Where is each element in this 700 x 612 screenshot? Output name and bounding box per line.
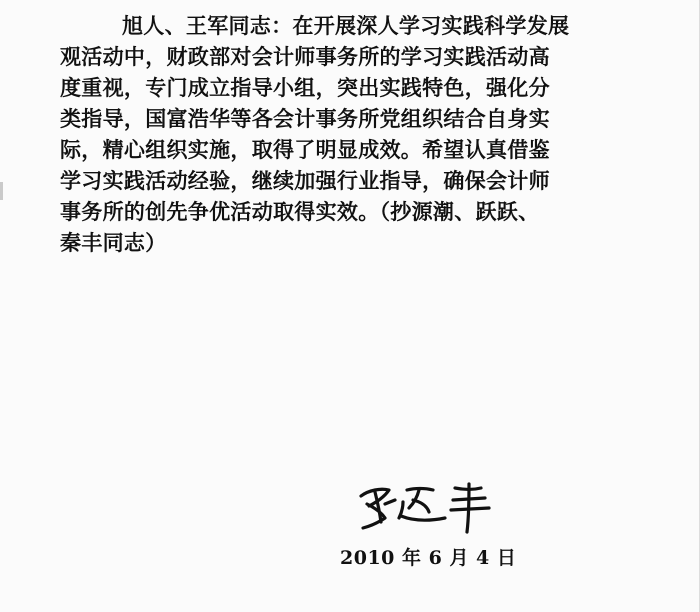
letter-line-6: 学习实践活动经验，继续加强行业指导，确保会计师 xyxy=(60,168,550,193)
letter-line-5: 际，精心组织实施，取得了明显成效。希望认真借鉴 xyxy=(60,137,550,162)
handwritten-signature xyxy=(355,478,515,536)
letter-line-3: 度重视，专门成立指导小组，突出实践特色，强化分 xyxy=(60,75,550,100)
scan-margin-mark xyxy=(0,182,3,200)
letter-line-8: 秦丰同志） xyxy=(60,230,167,255)
letter-line-4: 类指导，国富浩华等各会计事务所党组织结合自身实 xyxy=(60,106,550,131)
letter-body xyxy=(60,10,600,258)
letter-date: 2010 年 6 月 4 日 xyxy=(340,547,517,569)
letter-line-1: 旭人、王军同志：在开展深人学习实践科学发展 xyxy=(122,13,570,38)
letter-line-7: 事务所的创先争优活动取得实效。（抄源潮、跃跃、 xyxy=(60,199,540,224)
letter-line-2: 观活动中，财政部对会计师事务所的学习实践活动高 xyxy=(60,44,550,69)
